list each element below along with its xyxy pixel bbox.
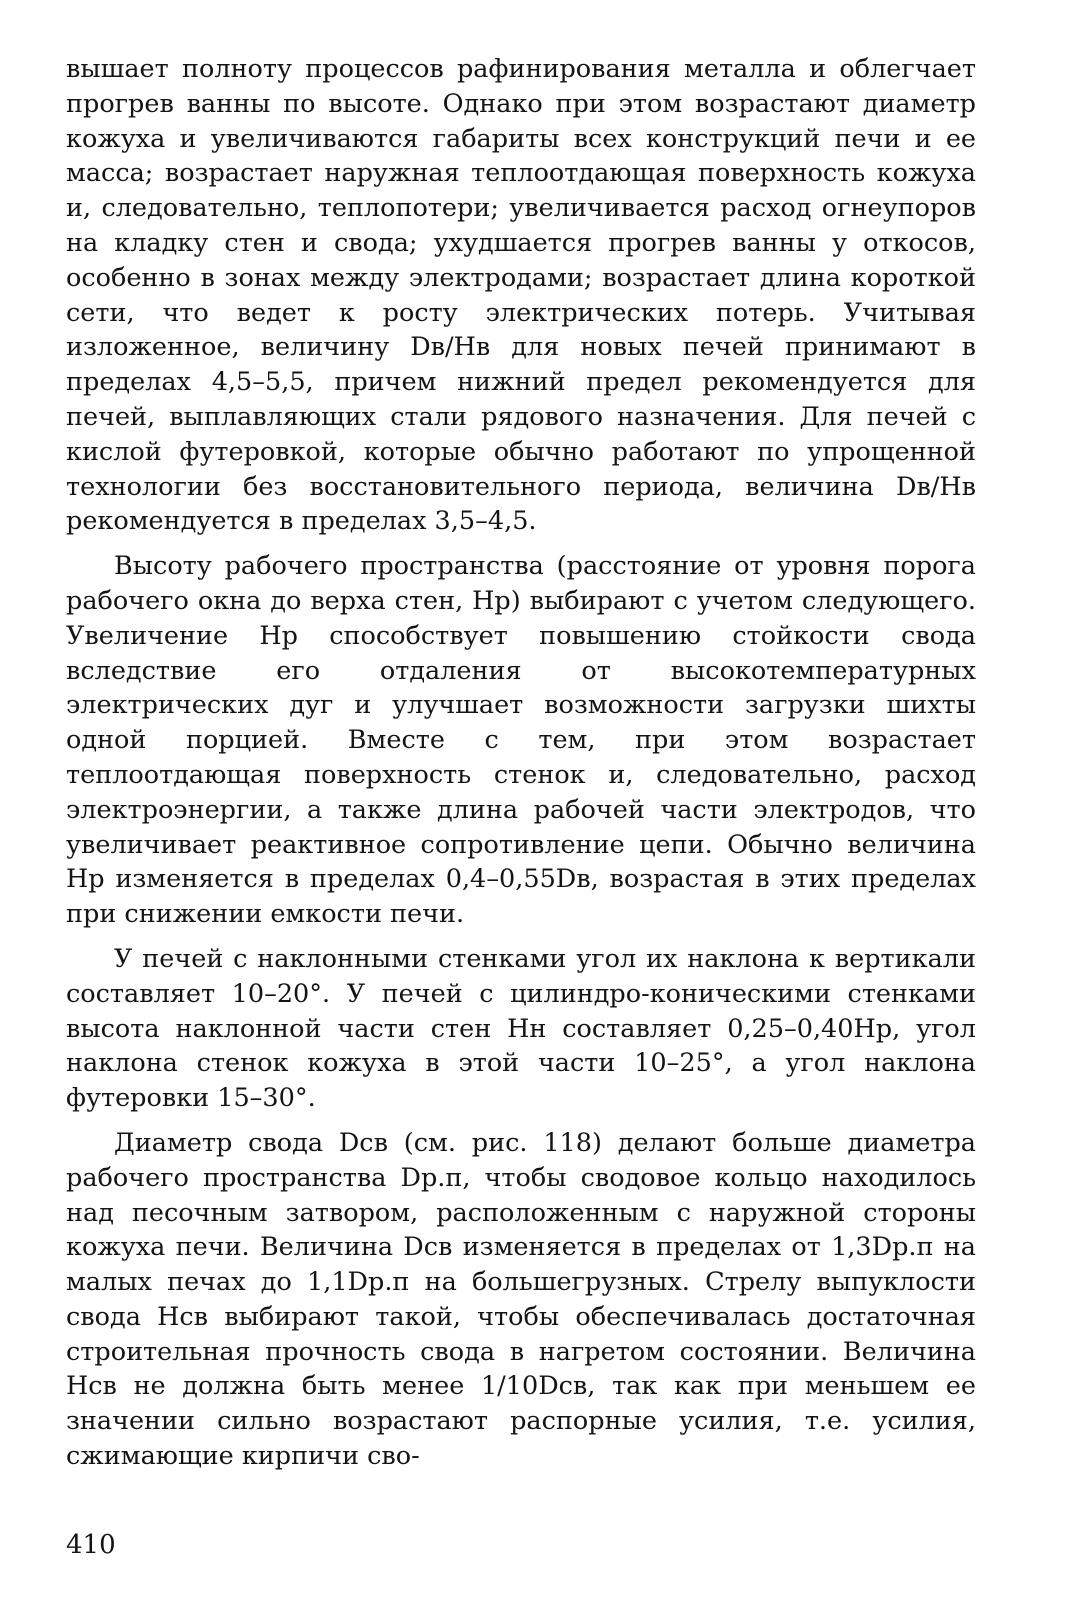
paragraph-3: У печей с наклонными стенками угол их наклона к вертикали составляет 10–20°. У печей с цилиндро-коническими стенками высота наклонной части стен Hн составляет 0,25–0,40Hр, угол наклона стенок кожуха в этой части 10–25°, а угол наклона футеровки 15–30°. [66,943,976,1114]
page-text [66,52,976,1484]
paragraph-4: Диаметр свода Dсв (см. рис. 118) делают больше диаметра рабочего пространства Dр.п, чтобы сводовое кольцо находилось над песочным затвором, расположенным с наружной стороны кожуха печи. Величина Dсв изменяется в пределах от 1,3Dр.п на малых печах до 1,1Dр.п на большегрузных. Стрелу выпуклости свода Hсв выбирают такой, чтобы обеспечивалась достаточная строительная прочность свода в нагретом состоянии. Величина Hсв не должна быть менее 1/10Dсв, так как при меньшем ее значении сильно возрастают распорные усилия, т.е. усилия, сжимающие кирпичи сво- [66,1127,976,1472]
paragraph-2: Высоту рабочего пространства (расстояние от уровня порога рабочего окна до верха стен, Hр) выбирают с учетом следующего. Увеличение Hр способствует повышению стойкости свода вследствие его отдаления от высокотемпературных электрических дуг и улучшает возможности загрузки шихты одной порцией. Вместе с тем, при этом возрастает теплоотдающая поверхность стенок и, следовательно, расход электроэнергии, а также длина рабочей части электродов, что увеличивает реактивное сопротивление цепи. Обычно величина Hр изменяется в пределах 0,4–0,55Dв, возрастая в этих пределах при снижении емкости печи. [66,551,976,930]
paragraph-1: вышает полноту процессов рафинирования металла и облегчает прогрев ванны по высоте. Однако при этом возрастают диаметр кожуха и увеличиваются габариты всех конструкций печи и ее масса; возрастает наружная теплоотдающая поверхность кожуха и, следовательно, теплопотери; увеличивается расход огнеупоров на кладку стен и свода; ухудшается прогрев ванны у откосов, особенно в зонах между электродами; возрастает длина короткой сети, что ведет к росту электрических потерь. Учитывая изложенное, величину Dв/Hв для новых печей принимают в пределах 4,5–5,5, причем нижний предел рекомендуется для печей, выплавляющих стали рядового назначения. Для печей с кислой футеровкой, которые обычно работают по упрощенной технологии без восстановительного периода, величина Dв/Hв рекомендуется в пределах 3,5–4,5. [66,54,976,537]
page-number: 410 [66,1530,116,1560]
